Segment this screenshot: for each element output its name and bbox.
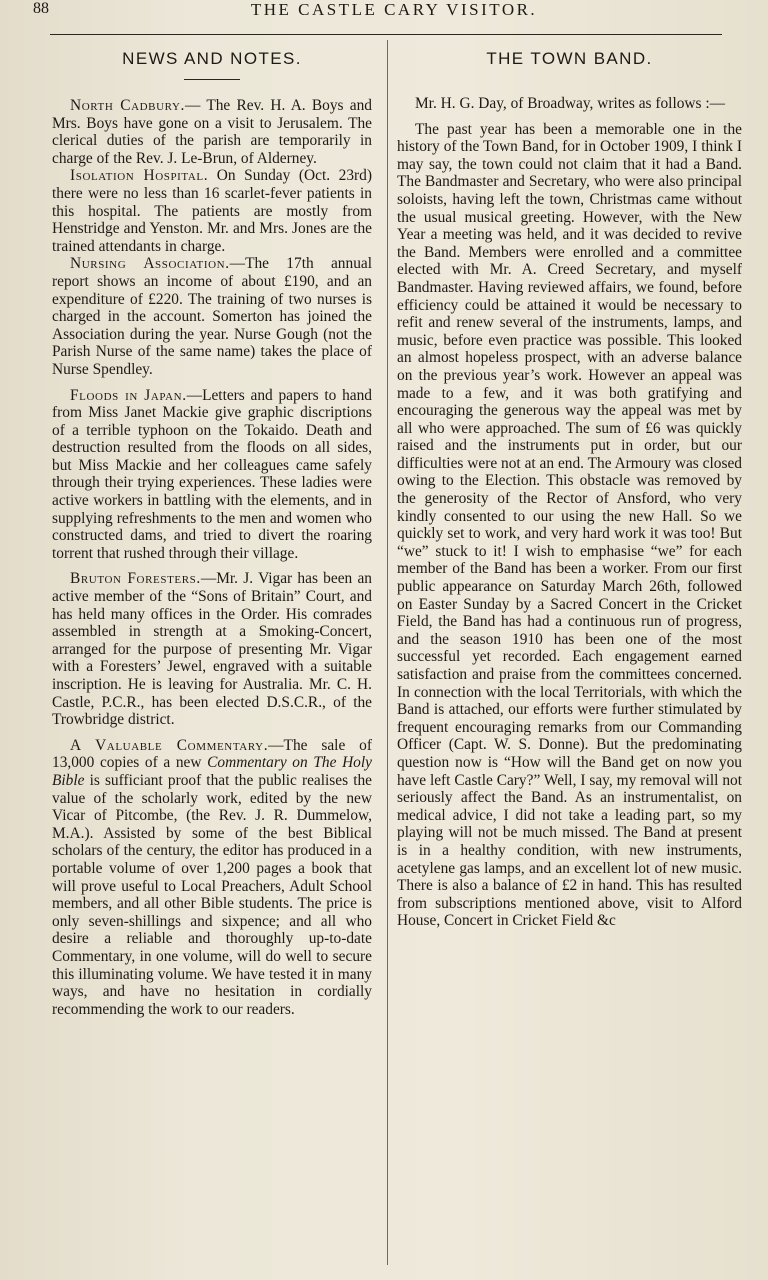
paragraph-text: —The sale of 13,000 copies of a new: [52, 736, 373, 772]
heading-rule: [184, 79, 240, 80]
book-title: Commentary on The Holy Bible: [52, 754, 372, 789]
paragraph-text: —Letters and papers to hand from Miss Janet Mackie give graphic discriptions of a terrible typhoon on the Tokaido. Death and destruction resulted from the floods on all sides, but Miss Mackie and her colleagues came safely through their trying experiences. These ladies were active workers in battling with the elements, and in supplying refreshments to the men and women who constructed dams, and tried to divert the roaring torrent that rushed through their village.: [52, 386, 372, 562]
lead-in: A Valuable Commentary.: [70, 736, 269, 754]
paragraph-text: —The 17th annual report shows an income of about £190, and an expenditure of £220. The training of two nurses is charged in the account. Somerton has joined the Association during the year. Nurse Gough (not the Parish Nurse of the same name) takes the place of Nurse Spendley.: [52, 255, 372, 378]
lead-in: Isolation Hospital.: [70, 167, 209, 185]
paragraph-bruton-foresters: [52, 570, 372, 728]
news-and-notes-column: [52, 44, 372, 1018]
lead-in: North Cadbury.: [70, 97, 185, 114]
town-band-column: [397, 44, 742, 930]
paragraph-isolation-hospital: [52, 167, 372, 255]
running-head: [0, 0, 768, 22]
news-body: [52, 97, 372, 1018]
lead-in: Floods in Japan.: [70, 386, 187, 404]
paragraph-nursing-association: [52, 255, 372, 378]
paragraph-floods-in-japan: [52, 387, 372, 563]
publication-title: THE CASTLE CARY VISITOR.: [250, 0, 538, 19]
letter-intro: Mr. H. G. Day, of Broadway, writes as follows :—: [415, 95, 726, 112]
town-band-body: [397, 95, 742, 930]
header-rule: [50, 34, 722, 35]
paragraph-text: is sufficiant proof that the public realises the value of the scholarly work, edited by the new Vicar of Pitcombe, (the Rev. J. R. Dummelow, M.A.). Assisted by some of the best Biblical scholars of the century, the editor has produced in a portable volume of over 1,200 pages a book that will prove useful to Local Preachers, Adult School members, and all other Bible students. The price is only seven-shillings and sixpence; and all who desire a reliable and thoroughly up-to-date Commentary, in one volume, will do well to secure this illuminating volume. We have tested it in many ways, and have no hesitation in cordially recommending the work to our readers.: [52, 771, 372, 1018]
paragraph-north-cadbury: [52, 97, 372, 167]
lead-in: Bruton Foresters.: [70, 570, 201, 588]
paragraph-valuable-commentary: [52, 737, 372, 1019]
paragraph-text: On Sunday (Oct. 23rd) there were no less than 16 scarlet-fever patients in this hospital. The patients are mostly from Henstridge and Yenston. Mr. and Mrs. Jones are the trained attendants in charge.: [52, 167, 372, 255]
page-number: 88: [33, 0, 49, 17]
paragraph-text: —Mr. J. Vigar has been an active member of the “Sons of Britain” Court, and has held many offices in the Order. His comrades assembled in strength at a Smoking-Concert, arranged for the purpose of presenting Mr. Vigar with a Foresters’ Jewel, engraved with a suitable inscription. He is leaving for Australia. Mr. C. H. Castle, P.C.R., has been elected D.S.C.R., of the Trowbridge district.: [52, 570, 373, 729]
news-and-notes-heading: NEWS AND NOTES.: [122, 49, 302, 68]
letter-body: The past year has been a memorable one in the history of the Town Band, for in October 1909, I think I may say, the town could not claim that it had a Band. The Bandmaster and Secretary, who were also principal soloists, having left the town, Christmas came without the usual musical greeting. However, with the New Year a meeting was held, and it was decided to revive the Band. Members were enrolled and a committee elected with Mr. A. Creed Secretary, and myself Bandmaster. Having reviewed affairs, we found, before efficiency could be attained it would be necessary to refit and renew several of the instruments, lamps, and music, before even practice was possible. This looked an almost hopeless prospect, with an adverse balance on the previous year’s work. However an appeal was made to a few, and it was both gratifying and encouraging the generous way the appeal was met by all who were approached. The sum of £6 was quickly raised and the instruments put in order, but our difficulties were not at an end. The Armoury was closed owing to the Election. This obstacle was removed by the generosity of the Rector of Ansford, who very kindly consented to our using the new Hall. So we quickly set to work, and very hard work it was too! But “we” stuck to it! I wish to emphasise “we” for each member of the Band has been a worker. From our first public appearance on Saturday March 26th, followed on Easter Sunday by a Sacred Concert in the Cricket Field, the Band has had a continuous run of progress, and the season 1910 has been one of the most successful yet recorded. Each engagement earned satisfaction and praise from the committees concerned. In connection with the local Territorials, with which the Band is attached, our efforts were further stimulated by frequent encouraging remarks from our Commanding Officer (Capt. W. S. Donne). But the predominating question now is “How will the Band get on now you have left Castle Cary?” Well, I say, my removal will not seriously affect the Band. As an instrumentalist, on medical advice, I did not take a leading part, so my playing will not be much missed. The Band at present is in a healthy condition, with new instruments, acetylene gas lamps, and an excellent lot of new music. There is also a balance of £2 in hand. This has resulted from subscriptions mentioned above, visit to Alford House, Concert in Cricket Field &c: [397, 120, 742, 930]
lead-in: Nursing Association.: [70, 255, 230, 273]
column-divider: [387, 40, 388, 1265]
paragraph-text: — The Rev. H. A. Boys and Mrs. Boys have gone on a visit to Jerusalem. The clerical duties of the parish are temporarily in charge of the Rev. J. Le-Brun, of Alderney.: [52, 97, 372, 167]
town-band-heading: THE TOWN BAND.: [486, 49, 653, 68]
